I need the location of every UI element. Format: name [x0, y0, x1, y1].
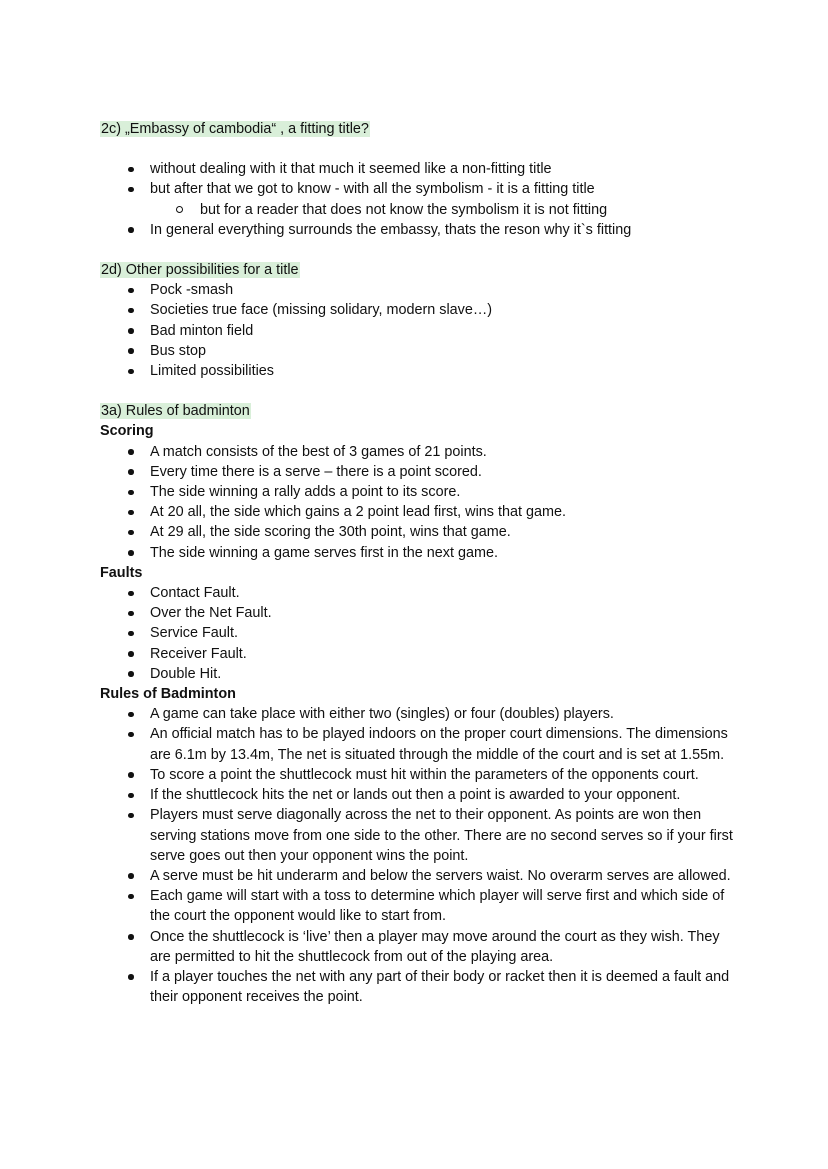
- list-item: Bus stop: [100, 341, 740, 361]
- list-item: Players must serve diagonally across the net to their opponent. As points are won then serving stations move from one side to the other. There are no second serves so if your first serve goes out then your opponent wins the point.: [100, 805, 740, 866]
- section-2d-list: [100, 280, 740, 381]
- list-item: Receiver Fault.: [100, 644, 740, 664]
- document-page: [100, 119, 740, 1007]
- section-3a-title: 3a) Rules of badminton: [101, 403, 250, 420]
- list-item: A serve must be hit underarm and below the servers waist. No overarm serves are allowed.: [100, 866, 740, 886]
- faults-list: [100, 583, 740, 684]
- section-2d-heading: [100, 260, 740, 280]
- rules-list: [100, 704, 740, 1007]
- list-item: Societies true face (missing solidary, modern slave…): [100, 300, 740, 320]
- list-item: To score a point the shuttlecock must hit within the parameters of the opponents court.: [100, 765, 740, 785]
- list-item: but after that we got to know - with all the symbolism - it is a fitting title: [100, 179, 740, 199]
- rules-heading: Rules of Badminton: [100, 686, 236, 703]
- list-item: Every time there is a serve – there is a point scored.: [100, 462, 740, 482]
- faults-heading: Faults: [100, 564, 143, 581]
- list-item: An official match has to be played indoors on the proper court dimensions. The dimensions are 6.1m by 13.4m, The net is situated through the middle of the court and is set at 1.55m.: [100, 724, 740, 764]
- list-item: Pock -smash: [100, 280, 740, 300]
- list-item: Once the shuttlecock is ‘live’ then a player may move around the court as they wish. They are permitted to hit the shuttlecock from out of the playing area.: [100, 927, 740, 967]
- scoring-list: [100, 442, 740, 563]
- list-item: Each game will start with a toss to determine which player will serve first and which side of the court the opponent would like to start from.: [100, 886, 740, 926]
- list-item: At 29 all, the side scoring the 30th point, wins that game.: [100, 522, 740, 542]
- spacer: [100, 240, 740, 260]
- list-item: Over the Net Fault.: [100, 603, 740, 623]
- list-item: If a player touches the net with any part of their body or racket then it is deemed a fault and their opponent receives the point.: [100, 967, 740, 1007]
- section-3a-heading: [100, 401, 740, 421]
- section-2d-title: 2d) Other possibilities for a title: [101, 262, 299, 279]
- list-item: A game can take place with either two (singles) or four (doubles) players.: [100, 704, 740, 724]
- section-2c-title: 2c) „Embassy of cambodia“ , a fitting title?: [101, 121, 369, 137]
- list-item: At 20 all, the side which gains a 2 point lead first, wins that game.: [100, 502, 740, 522]
- list-item: Double Hit.: [100, 664, 740, 684]
- list-item: If the shuttlecock hits the net or lands out then a point is awarded to your opponent.: [100, 785, 740, 805]
- section-2c-heading: [100, 119, 740, 139]
- list-item: A match consists of the best of 3 games of 21 points.: [100, 442, 740, 462]
- section-2c-list: [100, 159, 740, 240]
- spacer: [100, 381, 740, 401]
- list-item: without dealing with it that much it seemed like a non-fitting title: [100, 159, 740, 179]
- list-item: Contact Fault.: [100, 583, 740, 603]
- list-item: Limited possibilities: [100, 361, 740, 381]
- spacer: [100, 139, 740, 159]
- list-item: Service Fault.: [100, 623, 740, 643]
- list-item: The side winning a rally adds a point to its score.: [100, 482, 740, 502]
- sub-list-item: but for a reader that does not know the symbolism it is not fitting: [100, 200, 740, 220]
- list-item: The side winning a game serves first in the next game.: [100, 543, 740, 563]
- list-item: Bad minton field: [100, 321, 740, 341]
- scoring-heading: Scoring: [100, 423, 154, 440]
- list-item: In general everything surrounds the embassy, thats the reson why it`s fitting: [100, 220, 740, 240]
